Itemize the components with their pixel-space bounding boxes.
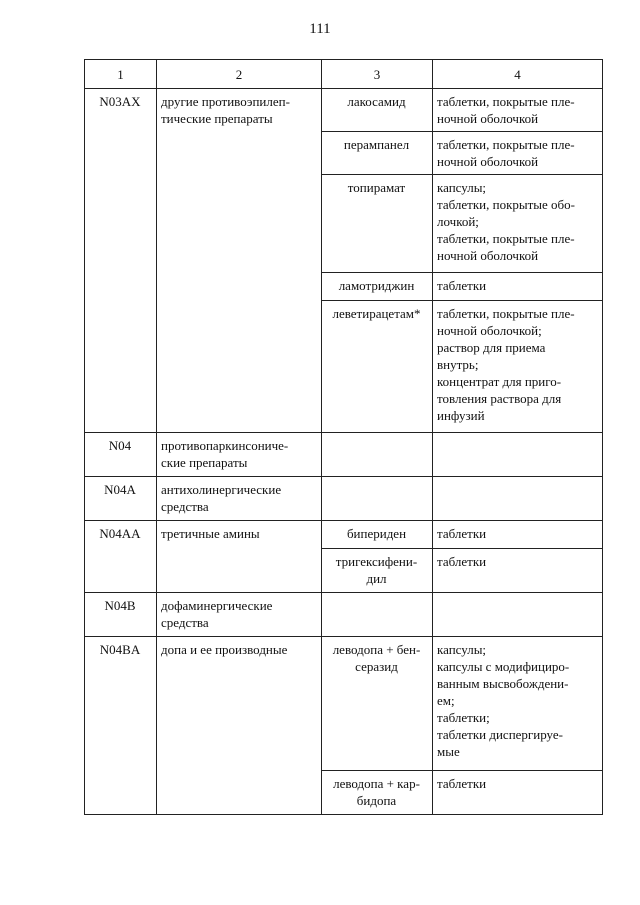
table-header-row: [85, 60, 603, 89]
dosage-form-cell-line: таблетки, покрытые пле-: [437, 137, 575, 152]
dosage-form-cell: [433, 132, 603, 175]
group-name-cell-line: допа и ее производные: [161, 642, 288, 657]
dosage-form-cell-line: капсулы;: [437, 180, 487, 195]
table-row: [85, 593, 603, 637]
dosage-form-cell-line: таблетки диспергируе-: [437, 727, 563, 742]
substance-cell-line: лакосамид: [347, 94, 406, 109]
substance-cell: [322, 301, 433, 433]
atc-code-cell: N04A: [85, 477, 157, 521]
dosage-form-cell: [433, 175, 603, 273]
dosage-form-cell-line: таблетки, покрытые пле-: [437, 306, 575, 321]
header-col-2: 2: [157, 60, 322, 89]
header-col-4: 4: [433, 60, 603, 89]
substance-cell: [322, 521, 433, 549]
table-body: [85, 89, 603, 815]
substance-cell-line: ламотриджин: [338, 278, 415, 293]
substance-cell-line: дил: [366, 571, 387, 586]
substance-cell-line: леветирацетам*: [332, 306, 421, 321]
substance-cell-line: перампанел: [343, 137, 410, 152]
dosage-form-cell: [433, 521, 603, 549]
group-name-cell-line: антихолинергические: [161, 482, 282, 497]
dosage-form-cell-line: таблетки;: [437, 710, 490, 725]
group-name-cell: [157, 521, 322, 593]
substance-cell: [322, 132, 433, 175]
substance-cell-line: бидопа: [356, 793, 397, 808]
substance-cell-line: топирамат: [347, 180, 406, 195]
dosage-form-cell: [433, 89, 603, 132]
table-row: [85, 637, 603, 771]
group-name-cell-line: средства: [161, 499, 209, 514]
dosage-form-cell: [433, 771, 603, 815]
group-name-cell: [157, 477, 322, 521]
group-name-cell-line: третичные амины: [161, 526, 260, 541]
dosage-form-cell-line: ночной оболочкой;: [437, 323, 542, 338]
group-name-cell-line: средства: [161, 615, 209, 630]
dosage-form-cell-line: внутрь;: [437, 357, 479, 372]
substance-cell-line: леводопа + кар-: [333, 776, 420, 791]
atc-code-cell: N03AX: [85, 89, 157, 433]
group-name-cell-line: противопаркинсониче-: [161, 438, 289, 453]
dosage-form-cell-line: ночной оболочкой: [437, 154, 539, 169]
group-name-cell-line: ские препараты: [161, 455, 248, 470]
substance-cell: [322, 593, 433, 637]
dosage-form-cell-line: ночной оболочкой: [437, 248, 539, 263]
substance-cell-line: леводопа + бен-: [332, 642, 421, 657]
dosage-form-cell-line: ванным высвобождени-: [437, 676, 569, 691]
dosage-form-cell-line: лочкой;: [437, 214, 479, 229]
group-name-cell-line: дофаминергические: [161, 598, 273, 613]
atc-code-cell: N04: [85, 433, 157, 477]
dosage-form-cell-line: раствор для приема: [437, 340, 546, 355]
dosage-form-cell-line: таблетки, покрытые обо-: [437, 197, 575, 212]
group-name-cell-line: другие противоэпилеп-: [161, 94, 290, 109]
dosage-form-cell: [433, 273, 603, 301]
dosage-form-cell-line: таблетки: [437, 278, 487, 293]
substance-cell-line: серазид: [355, 659, 398, 674]
substance-cell: [322, 89, 433, 132]
dosage-form-cell: [433, 549, 603, 593]
atc-code-cell: N04AA: [85, 521, 157, 593]
dosage-form-cell-line: товления раствора для: [437, 391, 562, 406]
group-name-cell-line: тические препараты: [161, 111, 273, 126]
group-name-cell: [157, 433, 322, 477]
drug-table: [84, 59, 603, 815]
header-col-3: 3: [322, 60, 433, 89]
substance-cell-line: бипериден: [346, 526, 407, 541]
dosage-form-cell-line: мые: [437, 744, 460, 759]
dosage-form-cell: [433, 637, 603, 771]
dosage-form-cell-line: таблетки, покрытые пле-: [437, 94, 575, 109]
dosage-form-cell: [433, 433, 603, 477]
substance-cell: [322, 433, 433, 477]
dosage-form-cell-line: концентрат для приго-: [437, 374, 562, 389]
dosage-form-cell-line: ночной оболочкой: [437, 111, 539, 126]
dosage-form-cell-line: ем;: [437, 693, 455, 708]
substance-cell: [322, 477, 433, 521]
dosage-form-cell-line: таблетки: [437, 776, 487, 791]
atc-code-cell: N04B: [85, 593, 157, 637]
dosage-form-cell-line: таблетки: [437, 554, 487, 569]
dosage-form-cell: [433, 301, 603, 433]
table-row: [85, 477, 603, 521]
dosage-form-cell-line: таблетки, покрытые пле-: [437, 231, 575, 246]
header-col-1: 1: [85, 60, 157, 89]
table-row: [85, 521, 603, 549]
table-row: [85, 89, 603, 132]
substance-cell: [322, 549, 433, 593]
substance-cell: [322, 771, 433, 815]
group-name-cell: [157, 593, 322, 637]
substance-cell-line: тригексифени-: [335, 554, 418, 569]
group-name-cell: [157, 89, 322, 433]
group-name-cell: [157, 637, 322, 815]
dosage-form-cell-line: таблетки: [437, 526, 487, 541]
atc-code-cell: N04BA: [85, 637, 157, 815]
substance-cell: [322, 273, 433, 301]
dosage-form-cell-line: инфузий: [437, 408, 485, 423]
dosage-form-cell-line: капсулы с модифициро-: [437, 659, 570, 674]
dosage-form-cell: [433, 593, 603, 637]
page-number: 111: [309, 21, 331, 37]
dosage-form-cell: [433, 477, 603, 521]
dosage-form-cell-line: капсулы;: [437, 642, 487, 657]
substance-cell: [322, 175, 433, 273]
table-row: [85, 433, 603, 477]
substance-cell: [322, 637, 433, 771]
